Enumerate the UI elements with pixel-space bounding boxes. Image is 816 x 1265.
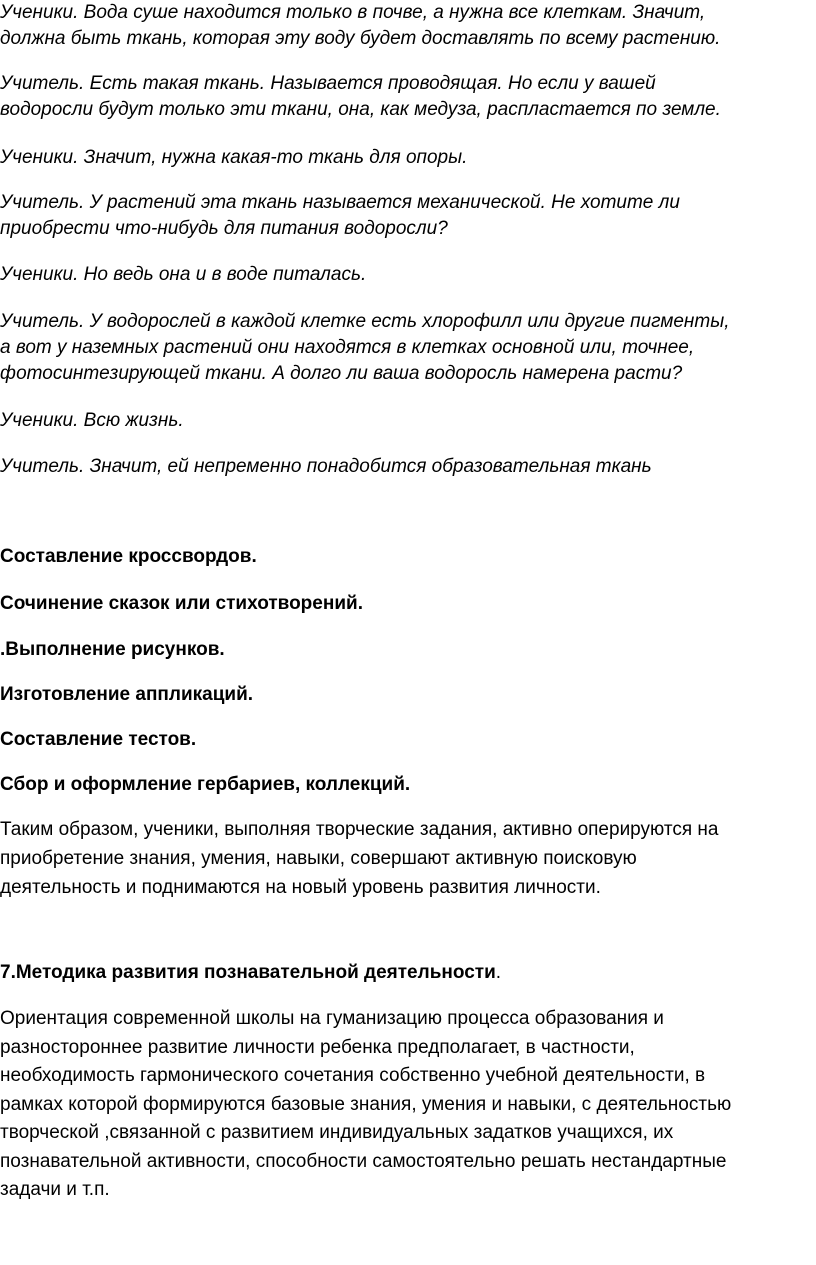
- activity-item: Изготовление аппликаций.: [0, 684, 254, 705]
- section-body-line: рамках которой формируются базовые знания, умения и навыки, с деятельностью: [0, 1093, 732, 1115]
- dialogue-line: Учитель. Значит, ей непременно понадобится образовательная ткань: [0, 456, 652, 477]
- dialogue-line: Ученики. Всю жизнь.: [0, 410, 184, 431]
- section-body-line: творческой ,связанной с развитием индивидуальных задатков учащихся, их: [0, 1122, 674, 1143]
- section-body-line: познавательной активности, способности самостоятельно решать нестандартные: [0, 1150, 727, 1172]
- activity-item: Составление тестов.: [0, 729, 197, 750]
- conclusion-line: деятельность и поднимаются на новый уровень развития личности.: [0, 877, 601, 898]
- activity-item: Сочинение сказок или стихотворений.: [0, 593, 363, 614]
- dialogue-line: Ученики. Но ведь она и в воде питалась.: [0, 264, 367, 285]
- dialogue-line: а вот у наземных растений они находятся в клетках основной или, точнее,: [0, 337, 695, 358]
- section-body-paragraph: [0, 1005, 812, 1205]
- section-body-line: необходимость гармонического сочетания собственно учебной деятельности, в: [0, 1065, 706, 1086]
- section-body-line: разностороннее развитие личности ребенка предполагает, в частности,: [0, 1036, 635, 1058]
- dialogue-line: Учитель. У растений эта ткань называется механической. Не хотите ли: [0, 192, 680, 213]
- dialogue-line: приобрести что-нибудь для питания водоросли?: [0, 218, 448, 239]
- section-body-line: Ориентация современной школы на гуманизацию процесса образования и: [0, 1008, 664, 1029]
- conclusion-line: приобретение знания, умения, навыки, совершают активную поисковую: [0, 848, 637, 869]
- conclusion-paragraph: [0, 815, 812, 902]
- section-heading: [0, 960, 812, 986]
- dialogue-paragraph-3: [0, 145, 812, 171]
- dialogue-line: Ученики. Значит, нужна какая-то ткань для опоры.: [0, 147, 468, 168]
- dialogue-line: должна быть ткань, которая эту воду будет доставлять по всему растению.: [0, 28, 721, 49]
- section-heading-period: .: [495, 962, 502, 983]
- activity-item: Составление кроссвордов.: [0, 546, 257, 567]
- dialogue-paragraph-1: [0, 0, 812, 52]
- dialogue-paragraph-5: [0, 262, 812, 288]
- dialogue-paragraph-6: [0, 309, 812, 387]
- dialogue-paragraph-7: [0, 408, 812, 434]
- dialogue-line: Учитель. Есть такая ткань. Называется проводящая. Но если у вашей: [0, 73, 656, 94]
- section-heading-text: 7.Методика развития познавательной деятельности: [0, 962, 496, 983]
- dialogue-line: водоросли будут только эти ткани, она, как медуза, распластается по земле.: [0, 99, 721, 120]
- dialogue-paragraph-8: [0, 454, 812, 480]
- activity-item: .Выполнение рисунков.: [0, 639, 225, 660]
- section-body-line: задачи и т.п.: [0, 1179, 110, 1200]
- dialogue-paragraph-2: [0, 71, 812, 123]
- dialogue-line: Ученики. Вода суше находится только в почве, а нужна все клеткам. Значит,: [0, 2, 706, 23]
- dialogue-line: фотосинтезирующей ткани. А долго ли ваша водоросль намерена расти?: [0, 363, 683, 384]
- dialogue-line: Учитель. У водорослей в каждой клетке есть хлорофилл или другие пигменты,: [0, 311, 730, 332]
- dialogue-paragraph-4: [0, 190, 812, 242]
- conclusion-line: Таким образом, ученики, выполняя творческие задания, активно оперируются на: [0, 819, 719, 840]
- activity-item: Сбор и оформление гербариев, коллекций.: [0, 774, 411, 795]
